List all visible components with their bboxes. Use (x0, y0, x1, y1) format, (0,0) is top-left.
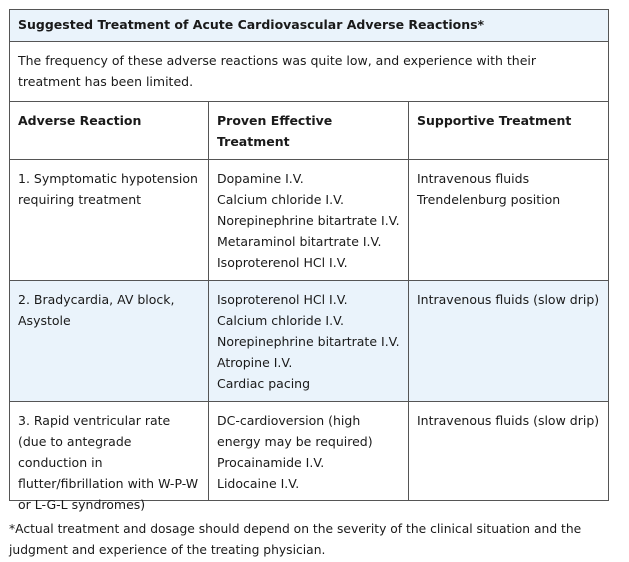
supportive-treatment-cell (409, 402, 608, 500)
supportive-treatment-cell (409, 281, 608, 401)
table-row (10, 281, 608, 402)
proven-treatment-cell (209, 160, 409, 280)
supportive-item: Intravenous fluids (slow drip) (417, 413, 600, 428)
table-caption: Suggested Treatment of Acute Cardiovascular Adverse Reactions* (10, 10, 608, 42)
treatment-item: DC-cardioversion (high energy may be required) (217, 413, 373, 449)
header-adverse-reaction: Adverse Reaction (10, 102, 209, 159)
reaction-cell: 2. Bradycardia, AV block, Asystole (10, 281, 209, 401)
treatment-item: Isoproterenol HCl I.V. (217, 255, 348, 270)
treatment-item: Metaraminol bitartrate I.V. (217, 234, 382, 249)
treatment-table (9, 9, 609, 512)
treatment-item: Norepinephrine bitartrate I.V. (217, 213, 400, 228)
treatment-item: Calcium chloride I.V. (217, 313, 344, 328)
table-intro: The frequency of these adverse reactions was quite low, and experience with their treatment has been limited. (10, 42, 608, 102)
footnote: *Actual treatment and dosage should depend on the severity of the clinical situation and the judgment and experience of the treating physician. (9, 522, 582, 557)
supportive-treatment-cell (409, 160, 608, 280)
header-supportive-treatment: Supportive Treatment (417, 113, 572, 128)
treatment-item: Procainamide I.V. (217, 455, 325, 470)
proven-treatment-cell (209, 281, 409, 401)
supportive-item: Intravenous fluids (slow drip) (417, 292, 600, 307)
proven-treatment-cell (209, 402, 409, 500)
reaction-cell: 1. Symptomatic hypotension requiring treatment (10, 160, 209, 280)
header-proven-treatment: Proven Effective Treatment (209, 102, 409, 159)
reaction-cell: 3. Rapid ventricular rate (due to antegrade conduction in flutter/fibrillation with W-P-W or L-G-L syndromes) (10, 402, 209, 500)
treatment-item: Atropine I.V. (217, 355, 293, 370)
treatment-item: Norepinephrine bitartrate I.V. (217, 334, 400, 349)
treatment-item: Lidocaine I.V. (217, 476, 300, 491)
table-header-row (10, 102, 608, 160)
treatment-item: Dopamine I.V. (217, 171, 304, 186)
table-row (10, 402, 608, 512)
table-row (10, 160, 608, 281)
treatment-item: Cardiac pacing (217, 376, 311, 391)
supportive-item: Trendelenburg position (417, 192, 561, 207)
supportive-item: Intravenous fluids (417, 171, 530, 186)
treatment-item: Isoproterenol HCl I.V. (217, 292, 348, 307)
treatment-item: Calcium chloride I.V. (217, 192, 344, 207)
